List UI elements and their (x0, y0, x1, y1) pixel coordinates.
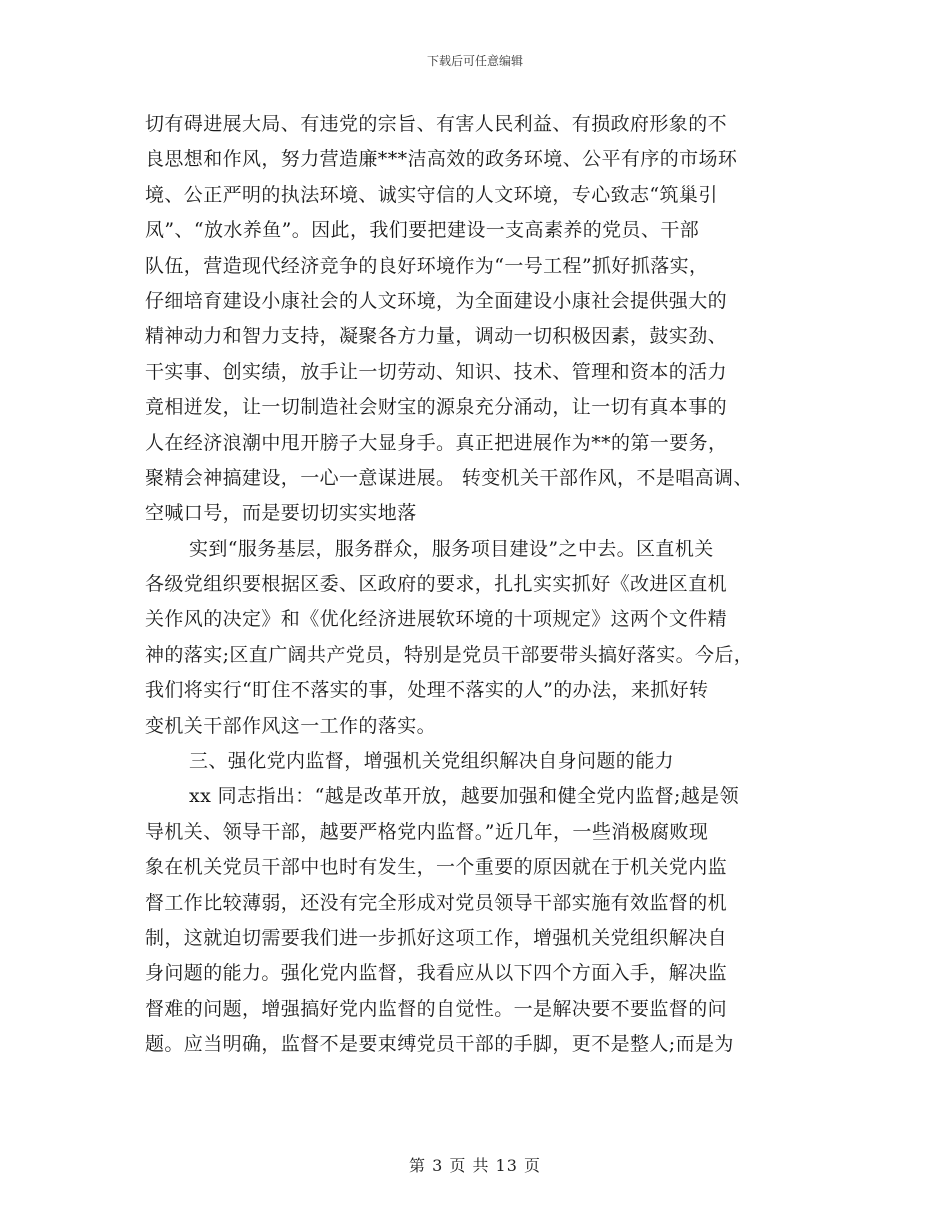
text-line: 题。应当明确，监督不是要束缚党员干部的手脚，更不是整人;而是为 (145, 1033, 734, 1056)
text-line: 神的落实;区直广阔共产党员，特别是党员干部要带头搞好落实。今后， (145, 643, 754, 666)
text-line: 仔细培育建设小康社会的人文环境，为全面建设小康社会提供强大的 (145, 289, 728, 312)
text-line: 督工作比较薄弱，还没有完全形成对党员领导干部实施有效监督的机 (145, 891, 728, 914)
text-line: 导机关、领导干部，越要严格党内监督。”近几年，一些消极腐败现 (145, 820, 709, 843)
text-line: 良思想和作风，努力营造廉***洁高效的政务环境、公平有序的市场环 (145, 148, 738, 171)
page-header: 下载后可任意编辑 (426, 54, 523, 68)
text-line: 象在机关党员干部中也时有发生，一个重要的原因就在于机关党内监 (145, 856, 728, 879)
text-line: 关作风的决定》和《优化经济进展软环境的十项规定》这两个文件精 (145, 608, 728, 631)
text-line: xx 同志指出：“越是改革开放，越要加强和健全党内监督;越是领 (189, 785, 739, 808)
text-line: 凤”、“放水养鱼”。因此，我们要把建设一支高素养的党员、干部 (145, 219, 700, 242)
text-line: 竟相迸发，让一切制造社会财宝的源泉充分涌动，让一切有真本事的 (145, 396, 728, 419)
text-line: 制，这就迫切需要我们进一步抓好这项工作，增强机关党组织解决自 (145, 926, 728, 949)
document-body (145, 107, 825, 1063)
text-line: 三、强化党内监督，增强机关党组织解决自身问题的能力 (189, 750, 675, 773)
text-line: 聚精会神搞建设，一心一意谋进展。 转变机关干部作风，不是唱高调、 (145, 466, 753, 489)
text-line: 身问题的能力。强化党内监督，我看应从以下四个方面入手，解决监 (145, 962, 728, 985)
text-line: 实到“服务基层，服务群众，服务项目建设”之中去。区直机关 (189, 537, 714, 560)
text-line: 队伍，营造现代经济竞争的良好环境作为“一号工程”抓好抓落实， (145, 254, 709, 277)
text-line: 各级党组织要根据区委、区政府的要求，扎扎实实抓好《改进区直机 (145, 573, 728, 596)
text-line: 我们将实行“盯住不落实的事，处理不落实的人”的办法，来抓好转 (145, 679, 709, 702)
text-line: 空喊口号，而是要切切实实地落 (145, 502, 417, 525)
text-line: 督难的问题，增强搞好党内监督的自觉性。一是解决要不要监督的问 (145, 997, 728, 1020)
text-line: 境、公正严明的执法环境、诚实守信的人文环境，专心致志“筑巢引 (145, 183, 718, 206)
page-number: 第 3 页 共 13 页 (409, 1156, 541, 1175)
text-line: 干实事、创实绩，放手让一切劳动、知识、技术、管理和资本的活力 (145, 360, 728, 383)
text-line: 切有碍进展大局、有违党的宗旨、有害人民利益、有损政府形象的不 (145, 113, 728, 135)
text-line: 人在经济浪潮中甩开膀子大显身手。真正把进展作为**的第一要务， (145, 431, 728, 454)
text-line: 精神动力和智力支持，凝聚各方力量，调动一切积极因素，鼓实劲、 (145, 325, 728, 348)
text-line: 变机关干部作风这一工作的落实。 (145, 714, 437, 737)
